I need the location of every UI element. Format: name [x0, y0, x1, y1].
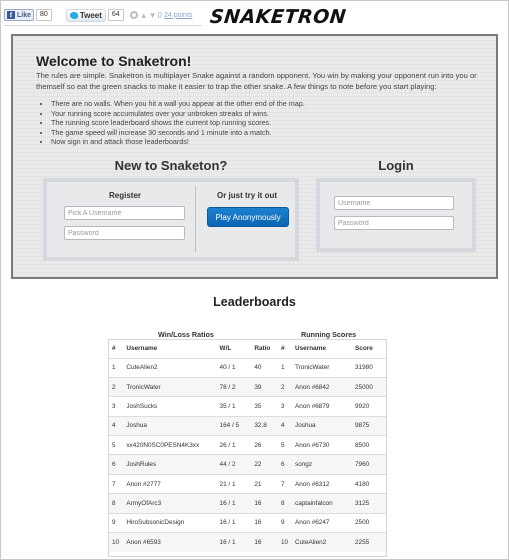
table-row [109, 474, 278, 493]
login-box [316, 178, 476, 252]
score-cell: 2255 [352, 533, 386, 552]
table-row [109, 533, 278, 552]
rules-list [43, 99, 463, 147]
score-cell: 7960 [352, 455, 386, 474]
register-title: Register [109, 191, 142, 200]
username-cell: CuteAlien2 [292, 533, 352, 552]
ratio-cell: 21 [251, 474, 278, 493]
table-row [109, 416, 278, 435]
ratio-cell: 26 [251, 436, 278, 455]
ratio-cell: 40 [251, 358, 278, 377]
wl-cell: 16 / 1 [217, 533, 252, 552]
username-cell: HiroSubsonicDesign [123, 513, 216, 532]
table-row [278, 533, 386, 552]
facebook-like-button[interactable] [4, 9, 34, 21]
column-header: # [281, 345, 285, 353]
table-row [278, 513, 386, 532]
ratio-cell: 16 [251, 494, 278, 513]
rank-cell: 7 [109, 474, 123, 493]
column-header: Username [126, 345, 158, 353]
ratio-cell: 16 [251, 513, 278, 532]
username-cell: captainfalcon [292, 494, 352, 513]
column-header: Ratio [254, 345, 271, 353]
rank-cell: 2 [278, 377, 292, 396]
rank-cell: 4 [278, 416, 292, 435]
column-header: # [112, 345, 116, 353]
rank-cell: 4 [109, 416, 123, 435]
username-cell: Anon #6730 [292, 436, 352, 455]
winloss-table [109, 340, 278, 552]
wl-cell: 44 / 2 [217, 455, 252, 474]
table-row [109, 455, 278, 474]
rank-cell: 10 [278, 533, 292, 552]
username-cell: TronicWater [292, 358, 352, 377]
table-row [109, 436, 278, 455]
rank-cell: 1 [109, 358, 123, 377]
login-inner [320, 182, 472, 248]
tweet-label: Tweet [79, 10, 102, 20]
like-label: Like [17, 11, 32, 19]
wl-cell: 35 / 1 [217, 397, 252, 416]
username-cell: Anon #6879 [292, 397, 352, 416]
table-row [278, 397, 386, 416]
running-scores-heading: Running Scores [301, 330, 357, 339]
table-row [278, 416, 386, 435]
rules-list-item: • The game speed will increase 30 seconds and 1 minute into a match. [51, 128, 463, 138]
username-cell: Joshua [292, 416, 352, 435]
wl-cell: 164 / 5 [217, 416, 252, 435]
score-cell: 31980 [352, 358, 386, 377]
rank-cell: 8 [109, 494, 123, 513]
facebook-icon: f [7, 11, 15, 19]
rules-list-item: • Your running score accumulates over your unbroken streaks of wins. [51, 109, 463, 119]
register-password-input[interactable] [64, 226, 185, 240]
column-header: W/L [219, 345, 232, 353]
upvote-arrow-icon[interactable]: ▲ [139, 10, 148, 20]
score-cell: 4180 [352, 474, 386, 493]
table-row [109, 377, 278, 396]
login-username-input[interactable] [334, 196, 454, 210]
rank-cell: 10 [109, 533, 123, 552]
rank-cell: 8 [278, 494, 292, 513]
ratio-cell: 32.8 [251, 416, 278, 435]
winloss-header-row [109, 340, 278, 358]
username-cell: Anon #6312 [292, 474, 352, 493]
rank-cell: 6 [278, 455, 292, 474]
score-cell: 25000 [352, 377, 386, 396]
social-bar [4, 7, 192, 23]
score-cell: 3125 [352, 494, 386, 513]
table-row [278, 474, 386, 493]
ratio-cell: 39 [251, 377, 278, 396]
rank-cell: 2 [109, 377, 123, 396]
social-divider [4, 25, 202, 26]
username-cell: Anon #6593 [123, 533, 216, 552]
rank-cell: 3 [278, 397, 292, 416]
try-it-title: Or just try it out [217, 191, 277, 200]
rank-cell: 9 [109, 513, 123, 532]
rank-cell: 5 [109, 436, 123, 455]
column-header: Score [355, 345, 373, 353]
table-row [278, 377, 386, 396]
wl-cell: 16 / 1 [217, 494, 252, 513]
username-cell: ArmyOfArc3 [123, 494, 216, 513]
rules-list-item: • The running score leaderboard shows the current top running scores. [51, 118, 463, 128]
username-cell: JoshSucks [123, 397, 216, 416]
score-cell: 2500 [352, 513, 386, 532]
score-cell: 9920 [352, 397, 386, 416]
table-row [109, 397, 278, 416]
score-cell: 8500 [352, 436, 386, 455]
twitter-bird-icon [70, 12, 78, 19]
rank-cell: 5 [278, 436, 292, 455]
login-password-input[interactable] [334, 216, 454, 230]
table-row [278, 436, 386, 455]
username-cell: CuteAlien2 [123, 358, 216, 377]
table-row [278, 358, 386, 377]
table-row [278, 455, 386, 474]
rank-cell: 7 [278, 474, 292, 493]
login-title: Login [378, 158, 414, 173]
site-logo[interactable]: SNAKETRON [208, 6, 348, 28]
register-divider [195, 186, 196, 252]
register-username-input[interactable] [64, 206, 185, 220]
username-cell: TronicWater [123, 377, 216, 396]
table-row [109, 494, 278, 513]
rules-list-item: • Now sign in and attack those leaderboards! [51, 137, 463, 147]
column-header: Username [295, 345, 326, 353]
username-cell: songz [292, 455, 352, 474]
wl-cell: 16 / 1 [217, 513, 252, 532]
username-cell: JoshRules [123, 455, 216, 474]
username-cell: Anon #6247 [292, 513, 352, 532]
running-header-row [278, 340, 386, 358]
rank-cell: 3 [109, 397, 123, 416]
username-cell: Anon #2777 [123, 474, 216, 493]
vote-count: 0 [157, 10, 162, 20]
tweet-button[interactable] [66, 9, 106, 22]
table-row [109, 358, 278, 377]
tweet-count: 64 [108, 9, 124, 21]
welcome-intro: The rules are simple. Snaketron is multiplayer Snake against a random opponent. You win by making your opponent run into you or themself so eat the green snacks to make it easier to trap the other snake. A few things to note before you start playing: [36, 71, 477, 91]
running-scores-table [278, 340, 386, 552]
table-row [109, 513, 278, 532]
welcome-panel [11, 34, 498, 279]
vote-widget [130, 11, 193, 20]
winloss-heading: Win/Loss Ratios [158, 330, 214, 339]
downvote-arrow-icon[interactable]: ▼ [148, 10, 157, 20]
rules-list-item: • There are no walls. When you hit a wall you appear at the other end of the map. [51, 99, 463, 109]
table-row [278, 494, 386, 513]
score-cell: 9875 [352, 416, 386, 435]
username-cell: xx420N0SC0PESN4K3xx [123, 436, 216, 455]
ratio-cell: 35 [251, 397, 278, 416]
points-link[interactable]: 24 points [163, 11, 193, 19]
leaderboards-title: Leaderboards [213, 295, 296, 309]
register-box [43, 178, 299, 261]
wl-cell: 40 / 1 [217, 358, 252, 377]
rank-cell: 9 [278, 513, 292, 532]
ratio-cell: 22 [251, 455, 278, 474]
ratio-cell: 16 [251, 533, 278, 552]
welcome-title: Welcome to Snaketron! [36, 53, 192, 69]
like-count: 80 [36, 9, 52, 21]
wl-cell: 78 / 2 [217, 377, 252, 396]
wl-cell: 21 / 1 [217, 474, 252, 493]
new-user-title: New to Snaketon? [114, 158, 228, 173]
vote-ring-icon [130, 11, 138, 19]
wl-cell: 26 / 1 [217, 436, 252, 455]
play-anonymously-button[interactable]: Play Anonymously [207, 207, 289, 227]
rank-cell: 6 [109, 455, 123, 474]
rank-cell: 1 [278, 358, 292, 377]
username-cell: Joshua [123, 416, 216, 435]
register-inner [47, 182, 295, 257]
username-cell: Anon #6842 [292, 377, 352, 396]
